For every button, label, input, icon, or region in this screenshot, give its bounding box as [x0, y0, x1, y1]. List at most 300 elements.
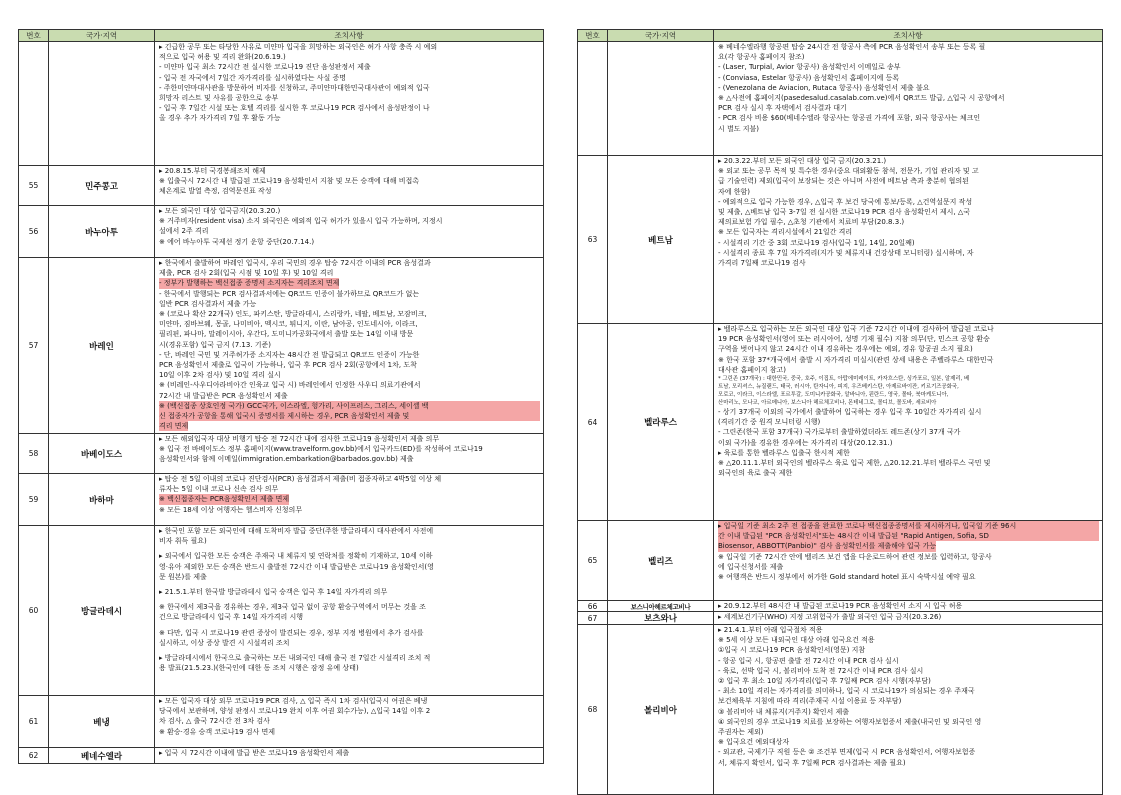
- measure-text: - 주한미얀마대사관을 방문하여 비자를 신청하고, 주미얀마대한민국대사관이 예외적 입국: [159, 83, 430, 92]
- measure-line: [718, 427, 1099, 437]
- country-name: 벨라루스: [608, 324, 714, 521]
- measure-text: ※ 입국일 기준 72시간 안에 벨리즈 보건 앱을 다운로드하여 관련 정보를 입력하고, 항공사: [718, 552, 992, 561]
- measure-line: [718, 645, 1099, 655]
- measure-line: [718, 727, 1099, 737]
- measure-text: ※ 거주비자(resident visa) 소지 외국인은 예외적 입국 허가가 있을시 입국 가능하며, 지정시: [159, 217, 443, 226]
- measure-text: 10일 이후 2차 검사) 및 10일 격리 실시: [159, 371, 281, 380]
- measure-line: [718, 113, 1099, 123]
- measure-line: [718, 438, 1099, 448]
- measure-text: ※ (비레인-사우디아라비아간 인육교 입국 시) 바레인에서 인정한 사우디 의료기관에서: [159, 381, 421, 390]
- measure-text: 에 입국신청서를 제출: [718, 562, 784, 571]
- measures-cell: [155, 42, 544, 166]
- measure-line: [159, 716, 540, 726]
- measure-line: [718, 52, 1099, 62]
- country-name: [49, 42, 155, 166]
- header-number: 번호: [19, 30, 49, 42]
- measure-line: [718, 399, 1099, 407]
- measure-text: ④ 외국인의 경우 코로나19 치료를 보장하는 여행자보험증서 제출(내국인 및 외국인 영: [718, 717, 982, 726]
- table-row: [19, 474, 544, 526]
- measure-text: 용 발표(21.5.23.)(한국인에 대한 동 조치 시행은 잠정 유예 상태): [159, 664, 359, 673]
- measure-line: [718, 572, 1099, 582]
- measure-text: 격리 면제: [159, 422, 189, 431]
- measure-line: [718, 552, 1099, 562]
- measure-line: [718, 166, 1099, 176]
- measure-text: ※ 여행객은 반드시 정부에서 허가한 Gold standard hotel 표시 숙박시설 예약 필요: [718, 573, 976, 582]
- measure-text: ▸ 한국인 포함 모든 외국인에 대해 도착비자 발급 중단(주한 방글라데시 대사관에서 사전에: [159, 527, 434, 535]
- measure-text: (격리기간 중 원격 모니터링 시행): [718, 418, 821, 427]
- measure-text: - PCR 검사 비용 $60(베네수엘라 항공사는 항공권 가격에 포함, 외국 항공사는 체크인: [718, 114, 981, 123]
- measure-text: - 단, 바레인 국민 및 거주허가증 소지자는 48시간 전 발급되고 QR코드 인증이 가능한: [159, 350, 420, 359]
- measure-line: [159, 360, 540, 370]
- measure-line: [159, 309, 540, 319]
- right-measures-table: [577, 29, 1103, 795]
- country-name: 벨리즈: [608, 521, 714, 601]
- table-row: [19, 206, 544, 258]
- measure-line: [159, 391, 540, 401]
- measure-line: [159, 444, 540, 454]
- measure-text: ▸ 모든 해외입국자 대상 비행기 탑승 전 72시간 내에 검사한 코로나19 음성확인서 제출 의무: [159, 435, 440, 443]
- measure-line: [718, 83, 1099, 93]
- measure-text: 간 이내 발급된 "PCR 음성확인서"또는 48시간 이내 발급된 "Rapid Antigen, Sofia, SD: [718, 531, 1099, 541]
- measures-cell: [155, 166, 544, 206]
- table-row: [578, 601, 1103, 612]
- measure-text: 시 별도 지불): [718, 124, 759, 133]
- measure-text: ※ (코로나 확산 22개국) 인도, 파키스탄, 방글라데시, 스리랑카, 네팔, 베트남, 모잠비크,: [159, 310, 427, 319]
- country-name: 베트남: [608, 156, 714, 324]
- table-row: [578, 156, 1103, 324]
- measure-line: [718, 666, 1099, 676]
- table-row: [19, 696, 544, 748]
- measure-line: [718, 93, 1099, 103]
- measure-line: [718, 124, 1099, 134]
- table-row: [19, 258, 544, 434]
- measure-line: [718, 187, 1099, 197]
- row-number: 65: [578, 521, 608, 601]
- measure-text: ▸ 세계보건기구(WHO) 지정 고위험국가 출발 외국인 입국 금지(20.3.26): [718, 613, 942, 621]
- measure-text: Biosensor, ABBOTT(Panbio)" 검사 음성확인서를 제출해야 입국 가능: [718, 542, 937, 551]
- measure-text: ▸ 입국 시 72시간 이내에 발급 받은 코로나19 음성확인서 제출: [159, 749, 350, 757]
- measure-text: ※ △사전에 홈페이지(pasedesalud.casalab.com.ve)에서 QR코드 발급, △입국 시 공항에서: [718, 94, 1005, 103]
- measure-text: - (Venezolana de Aviacion, Rutaca 항공사) 음성확인서 제출 불요: [718, 83, 930, 92]
- measure-line: [159, 216, 540, 226]
- measure-line: [159, 494, 540, 504]
- measure-text: 이외 국가)을 경유한 경우에는 자가격리 대상(20.12.31.): [718, 438, 893, 447]
- measure-text: 급 기술인력) 제외(입국이 보장되는 것은 아니며 사전에 베트남 측과 충분히 협의된: [718, 177, 969, 186]
- measure-line: [159, 289, 540, 299]
- measure-text: ▸ 탑승 전 5일 이내의 코로나 진단검사(PCR) 음성결과서 제출(비 접종자하고 4박5일 이상 체: [159, 475, 442, 483]
- measure-text: - 항공 입국 시, 항공편 출발 전 72시간 이내 PCR 검사 실시: [718, 656, 899, 665]
- measures-cell: [155, 748, 544, 764]
- measure-line: [159, 411, 540, 421]
- measure-text: 구역을 벗어나지 않고 24시간 이내 경유하는 경우에는 예외, 경유 항공권 소지 필요): [718, 345, 973, 354]
- measure-line: [159, 434, 540, 444]
- country-name: 베냉: [49, 696, 155, 748]
- measure-line: [718, 541, 1099, 551]
- measure-line: [159, 258, 540, 268]
- measure-text: 당국에서 보관하며, 양성 판정시 코로나19 완치 이후 여권 회수가능), △입국 14일 이후 2: [159, 707, 431, 716]
- measure-text: ▸ 벨라루스로 입국하는 모든 외국인 대상 입국 기준 72시간 이내에 검사하여 발급된 코로나: [718, 325, 994, 333]
- measure-line: [718, 42, 1099, 52]
- measures-cell: [714, 601, 1103, 612]
- measure-text: ※ 모든 18세 이상 여행자는 헬스비자 신청의무: [159, 505, 303, 514]
- measure-line: [718, 656, 1099, 666]
- measure-line: [159, 401, 540, 411]
- measures-cell: [714, 625, 1103, 795]
- measure-line: [159, 638, 540, 648]
- measure-line: [718, 176, 1099, 186]
- measure-text: 류자는 5일 이내 코로나 신속 검사 의무: [159, 485, 279, 494]
- measures-cell: [155, 474, 544, 526]
- measure-text: - 미얀마 입국 최소 72시간 전 실시한 코로나19 진단 음성판정서 제출: [159, 63, 371, 72]
- row-number: [19, 42, 49, 166]
- measure-text: ▸ 20.9.12.부터 48시간 내 발급된 코로나19 PCR 음성확인서 소지 시 입국 허용: [718, 602, 963, 610]
- measure-line: [159, 696, 540, 706]
- measures-cell: [155, 206, 544, 258]
- measure-text: - (Conviasa, Estelar 항공사) 음성확인서 홈페이지에 등록: [718, 73, 900, 82]
- measure-line: [159, 83, 540, 93]
- measure-text: ※ 다만, 입국 시 코로나19 관련 증상이 발견되는 경우, 정부 지정 병원에서 추가 검사를: [159, 628, 424, 637]
- measure-line: [718, 103, 1099, 113]
- measure-line: [718, 521, 1099, 531]
- measure-text: ※ (백신접종 상호인정 국가) GCC국가, 이스라엘, 헝가리, 사이프러스, 그리스, 세이셸 백: [159, 401, 540, 411]
- measure-text: - 예외적으로 입국 가능한 경우, △입국 후 보건 당국에 통보/등록, △건역설문지 작성: [718, 197, 973, 206]
- measure-text: 19 PCR 음성확인서(영어 또는 러시아어, 성명 기재 필수) 지참 의무(단, 민스크 공항 환승: [718, 335, 990, 344]
- measure-line: [159, 505, 540, 515]
- measure-text: 적으로 입국 허용 및 격리 완화(20.6.19.): [159, 53, 286, 62]
- measure-line: [718, 217, 1099, 227]
- measure-line: [159, 186, 540, 196]
- measure-text: ▸ 외국에서 입국한 모든 승객은 주재국 내 체류지 및 연락처를 정확히 기재하고, 10세 이하: [159, 552, 433, 561]
- measure-line: [718, 747, 1099, 757]
- measure-text: 비자 취득 필요): [159, 537, 207, 546]
- measure-text: 미얀마, 짐바브웨, 몽골, 나미비아, 멕시코, 튀니지, 이란, 남아공, 인도네시아, 이라크,: [159, 320, 418, 329]
- row-number: 56: [19, 206, 49, 258]
- measure-text: ※ 에어 바누아투 국제선 정기 운항 중단(20.7.14.): [159, 237, 315, 246]
- measure-line: [718, 448, 1099, 458]
- measure-text: ▸ 모든 입국자 대상 외무 코로나19 PCR 검사, △ 입국 즉시 1차 검사(입국시 여권은 베냉: [159, 697, 428, 705]
- measure-text: ※ 환승·경유 승객 코로나19 검사 면제: [159, 727, 276, 736]
- row-number: 62: [19, 748, 49, 764]
- measure-text: ▸ 긴급한 공무 또는 타당한 사유로 미얀마 입국을 희망하는 외국인은 허가 사항 충족 시 예외: [159, 43, 438, 51]
- country-name: 보츠와나: [608, 612, 714, 625]
- measure-text: 가격리 7일째 코로나19 검사: [718, 259, 806, 268]
- measure-text: 실시하고, 이상 증상 발견 시 시설격리 조치: [159, 638, 290, 647]
- measure-text: - 시설격리 종료 후 7일 자가격리(지가 및 체류지내 건강상태 모니터링) 실시하며, 자: [718, 248, 974, 257]
- measure-text: ※ 입국요건 예외대상자: [718, 738, 790, 747]
- measures-cell: [714, 521, 1103, 601]
- measure-text: 올 경우 추가 자가격리 7일 후 활동 가능: [159, 114, 281, 123]
- measure-line: [159, 526, 540, 536]
- measure-line: [159, 628, 540, 638]
- measure-line: [159, 370, 540, 380]
- row-number: 66: [578, 601, 608, 612]
- measure-line: [159, 206, 540, 216]
- table-row: [19, 42, 544, 166]
- measure-line: [718, 758, 1099, 768]
- measure-line: [159, 748, 540, 758]
- table-row: [578, 42, 1103, 156]
- row-number: 60: [19, 526, 49, 696]
- measure-line: [159, 93, 540, 103]
- measure-text: 자에 한함): [718, 187, 751, 196]
- measure-text: ▸ 방글라데시에서 한국으로 출국하는 모든 내외국인 대해 출국 전 7일간 시설격리 조치 적: [159, 654, 431, 663]
- measure-line: [159, 268, 540, 278]
- measure-line: [718, 238, 1099, 248]
- measure-line: [159, 113, 540, 123]
- country-name: [608, 42, 714, 156]
- measure-line: [718, 696, 1099, 706]
- country-name: 바누아투: [49, 206, 155, 258]
- measure-line: [718, 686, 1099, 696]
- measure-line: [159, 612, 540, 622]
- measure-line: [159, 73, 540, 83]
- measure-line: [159, 226, 540, 236]
- row-number: 57: [19, 258, 49, 434]
- measure-text: - 그린존(한국 포함 37개국) 국가로부터 출발하였더라도 레드존(상기 37개 국가: [718, 428, 961, 437]
- measure-text: - 육로, 선박 입국 시, 볼리비아 도착 전 72시간 이내 PCR 검사 실시: [718, 666, 924, 675]
- measure-line: [159, 42, 540, 52]
- measure-line: [718, 391, 1099, 399]
- measure-line: [159, 536, 540, 546]
- measure-text: - 한국에서 발행되는 PCR 검사결과서에는 QR코드 인증이 불가하므로 QR코드가 없는: [159, 289, 420, 298]
- measure-text: PCR 음성확인서 제출로 입국이 가능하나, 입국 후 PCR 검사 2회(공항에서 1차, 도착: [159, 361, 417, 370]
- measure-text: ③ 볼리비아 내 체류지(거주지) 확인서 제출: [718, 707, 850, 716]
- measure-line: [718, 197, 1099, 207]
- header-country: 국가·지역: [608, 30, 714, 42]
- measure-line: [718, 737, 1099, 747]
- measure-text: - 최소 10일 격리는 자가격리를 의미하나, 입국 시 코로나19가 의심되는 경우 주재국: [718, 687, 975, 696]
- measure-text: 영·유아 제외한 모든 승객은 반드시 출발전 72시간 이내 발급받은 코로나19 음성확인서(영: [159, 562, 434, 571]
- measure-text: ※ 5세 이상 모든 내외국인 대상 아래 입국요건 적용: [718, 636, 875, 645]
- measure-line: [718, 324, 1099, 334]
- measure-text: ※ △20.11.1.부터 외국인의 벨라루스 육로 입국 제한, △20.12.21.부터 벨라루스 국민 및: [718, 459, 991, 468]
- measure-line: [718, 417, 1099, 427]
- measure-text: ※ 입출국시 72시간 내 발급된 코로나19 음성확인서 지참 및 모든 승객에 대해 비접촉: [159, 177, 420, 186]
- measure-text: 설에서 2주 격리: [159, 227, 209, 236]
- measure-line: [159, 103, 540, 113]
- row-number: 63: [578, 156, 608, 324]
- measure-text: 신 접종자가 공항을 통해 입국시 증명서를 제시하는 경우, PCR 음성확인서 제출 및: [159, 411, 540, 421]
- measure-line: [718, 676, 1099, 686]
- measure-text: 음성확인서와 함께 이메일(immigration.embarkation@barbados.gov.bb) 제출: [159, 455, 414, 464]
- measure-line: [718, 365, 1099, 375]
- measure-text: 차 검사, △ 출국 72시간 전 3차 검사: [159, 717, 270, 726]
- table-row: [578, 612, 1103, 625]
- table-row: [19, 526, 544, 696]
- measure-text: ▸ 20.3.22.부터 모든 외국인 대상 입국 금지(20.3.21.): [718, 157, 887, 165]
- measures-cell: [155, 526, 544, 696]
- measure-text: 문 원본)를 제출: [159, 572, 207, 581]
- measure-text: 산마리노, 모나코, 아르메니아, 보스니아 헤르체고비나, 몬테네그로, 몰디브, 몰도바, 세르비아: [718, 400, 937, 407]
- row-number: 55: [19, 166, 49, 206]
- row-number: 64: [578, 324, 608, 521]
- measure-line: [159, 52, 540, 62]
- measure-line: [718, 258, 1099, 268]
- measure-text: ①입국 시 코로나19 PCR 음성확인서(영문) 지참: [718, 646, 866, 655]
- row-number: 59: [19, 474, 49, 526]
- measure-line: [159, 380, 540, 390]
- measure-line: [159, 484, 540, 494]
- row-number: 68: [578, 625, 608, 795]
- measure-text: ※ 한국에서 제3국을 경유하는 경우, 제3국 입국 없이 공항 환승구역에서 머무는 것을 조: [159, 603, 426, 612]
- table-row: [19, 434, 544, 474]
- measure-text: - 상기 37개국 이외의 국가에서 출발하여 입국하는 경우 입국 후 10일간 자가격리 실시: [718, 408, 982, 417]
- measure-line: [159, 350, 540, 360]
- measures-cell: [714, 324, 1103, 521]
- measure-text: * 그린존 (37개국) : 대한민국, 중국, 호주, 이집트, 아랍에미레이트, 카자흐스탄, 싱가포르, 일본, 알제리, 베: [718, 376, 970, 383]
- measure-text: 체온계로 발열 측정, 검역문진표 작성: [159, 187, 272, 196]
- measure-line: [159, 176, 540, 186]
- header-measures: 조치사항: [714, 30, 1103, 42]
- measure-line: [718, 707, 1099, 717]
- table-row: [578, 521, 1103, 601]
- measure-text: 요(각 항공사 홈페이지 참조): [718, 53, 805, 62]
- measures-cell: [155, 696, 544, 748]
- measure-text: ▸ 모든 외국인 대상 입국금지(20.3.20.): [159, 207, 281, 215]
- measure-text: 대사관 홈페이지 참고): [718, 365, 787, 374]
- measure-text: 72시간 내 발급받은 PCR 음성확인서 제출: [159, 391, 288, 400]
- measure-line: [718, 468, 1099, 478]
- measures-cell: [714, 156, 1103, 324]
- measure-line: [718, 156, 1099, 166]
- measure-text: ▸ 한국에서 출발하여 바레인 입국시, 우리 국민의 경우 탑승 72시간 이내의 PCR 음성결과: [159, 259, 431, 267]
- country-name: 방글라데시: [49, 526, 155, 696]
- measure-line: [718, 344, 1099, 354]
- measure-text: ※ 입국 전 바베이도스 정부 홈페이지(www.travelform.gov.bb)에서 입국카드(ED)를 작성하여 코로나19: [159, 445, 483, 454]
- measure-line: [159, 663, 540, 673]
- measures-cell: [714, 42, 1103, 156]
- measure-text: - 시설격리 기간 중 3회 코로나19 검사(입국 1일, 14일, 20일째): [718, 238, 915, 247]
- measure-line: [718, 334, 1099, 344]
- table-row: [19, 748, 544, 764]
- measure-line: [718, 601, 1099, 611]
- measure-text: 제출, PCR 검사 2회(입국 시점 및 10일 후) 및 10일 격리: [159, 269, 334, 278]
- measure-text: 제의료보험 가입 필수, △초청 기관에서 치료비 부담(20.8.3.): [718, 218, 905, 227]
- measure-line: [159, 166, 540, 176]
- measure-line: [718, 562, 1099, 572]
- measure-line: [718, 717, 1099, 727]
- measure-text: ▸ 육로를 통한 벨라루스 입출국 한시적 제한: [718, 448, 850, 457]
- row-number: 61: [19, 696, 49, 748]
- measure-line: [159, 474, 540, 484]
- country-name: 민주콩고: [49, 166, 155, 206]
- row-number: 67: [578, 612, 608, 625]
- header-measures: 조치사항: [155, 30, 544, 42]
- measure-line: [718, 227, 1099, 237]
- measure-text: 건으로 방글라데시 입국 후 14일 자가격리 시행: [159, 613, 303, 622]
- measure-line: [159, 62, 540, 72]
- table-row: [578, 625, 1103, 795]
- measure-line: [718, 355, 1099, 365]
- measure-text: ▸ 21.5.1.부터 한국발 방글라데시 입국 승객은 입국 후 14일 자가격리 의무: [159, 588, 388, 597]
- table-row: [19, 166, 544, 206]
- measure-line: [159, 340, 540, 350]
- row-number: [578, 42, 608, 156]
- measure-line: [159, 572, 540, 582]
- measures-cell: [714, 612, 1103, 625]
- country-name: 바하마: [49, 474, 155, 526]
- measure-text: 필리핀, 파나마, 말레이시아, 우간다, 도미니카공화국에서 출발 또는 14일 이내 방문: [159, 330, 414, 339]
- measure-line: [159, 421, 540, 431]
- measure-line: [718, 458, 1099, 468]
- measure-line: [159, 329, 540, 339]
- country-name: 볼리비아: [608, 625, 714, 795]
- measure-line: [159, 551, 540, 561]
- measure-text: 및 제출, △베트남 입국 3-7일 전 실시한 코로나19 PCR 검사 음성확인서 제시, △국: [718, 208, 971, 217]
- measure-line: [159, 706, 540, 716]
- measure-line: [718, 248, 1099, 258]
- table-row: [578, 324, 1103, 521]
- measure-line: [159, 653, 540, 663]
- measure-line: [159, 454, 540, 464]
- measure-line: [159, 237, 540, 247]
- measure-text: 외국인의 육로 출국 제한: [718, 469, 793, 478]
- measure-text: - (Laser, Turpial, Avior 항공사) 음성확인서 이메일로 송부: [718, 63, 901, 72]
- measure-text: ※ 백신접종자는 PCR음성확인서 제출 면제: [159, 495, 290, 504]
- measure-text: 서, 체류지 확인서, 입국 후 7일째 PCR 검사결과는 제출 필요): [718, 758, 906, 767]
- country-name: 보스니아헤르체고비나: [608, 601, 714, 612]
- measure-line: [718, 207, 1099, 217]
- measure-text: 주권자는 제외): [718, 728, 764, 737]
- header-number: 번호: [578, 30, 608, 42]
- measure-text: ※ 베네수엘라행 항공편 탑승 24시간 전 항공사 측에 PCR 음성확인서 송부 또는 등록 필: [718, 43, 986, 51]
- country-name: 바레인: [49, 258, 155, 434]
- measure-line: [718, 625, 1099, 635]
- header-country: 국가·지역: [49, 30, 155, 42]
- measure-line: [718, 375, 1099, 383]
- measure-line: [159, 278, 540, 288]
- measure-text: PCR 검사 실시 후 자택에서 검사결과 대기: [718, 104, 847, 113]
- measure-text: - 입국 전 자국에서 7일간 자가격리를 실시하였다는 사실 증명: [159, 73, 347, 82]
- measure-line: [159, 587, 540, 597]
- measure-line: [159, 727, 540, 737]
- measure-text: ※ 외교 또는 공무 목적 및 특수한 경우(중요 대외활동 참석, 전문가, 기업 관리자 및 고: [718, 167, 979, 176]
- measure-text: ▸ 21.4.1.부터 아래 입국절차 적용: [718, 626, 823, 634]
- measure-line: [718, 407, 1099, 417]
- measure-text: ▸ 입국일 기준 최소 2주 전 접종을 완료한 코로나 백신접종증명서를 제시하거나, 입국일 기준 96시: [718, 521, 1099, 531]
- measures-cell: [155, 434, 544, 474]
- measures-cell: [155, 258, 544, 434]
- measure-line: [718, 62, 1099, 72]
- measure-text: 트남, 모리셔스, 뉴질랜드, 태국, 러시아, 탄자니아, 피지, 우즈베키스탄, 아제르바이잔, 키르기즈공화국,: [718, 384, 959, 391]
- measure-line: [159, 319, 540, 329]
- measure-text: 희망자 리스트 및 사유를 공한으로 송부: [159, 94, 279, 103]
- measure-text: - 외교관, 국제기구 직원 등은 ② 조건부 면제(입국 시 PCR 음성확인서, 여행자보험증: [718, 748, 976, 757]
- measure-line: [159, 562, 540, 572]
- country-name: 베네수엘라: [49, 748, 155, 764]
- measure-text: - 정부가 발행하는 백신접종 증명서 소지자는 격리조치 면제: [159, 279, 340, 288]
- measure-text: ② 입국 후 최소 10일 자가격리(입국 후 7일째 PCR 검사 시행(자부담): [718, 677, 931, 686]
- measure-text: 보건체육부 지침에 따라 격리(주재국 시설 이용료 등 자부담): [718, 697, 902, 706]
- row-number: 58: [19, 434, 49, 474]
- measure-text: 시(경유포함) 입국 금지 (7.13. 기준): [159, 340, 272, 349]
- measure-text: ※ 모든 입국자는 격리시설에서 21일간 격리: [718, 228, 853, 237]
- measure-line: [718, 383, 1099, 391]
- measure-line: [159, 299, 540, 309]
- measure-line: [718, 73, 1099, 83]
- left-measures-table: [18, 29, 544, 764]
- measure-text: 일반 PCR 검사결과서 제출 가능: [159, 299, 257, 308]
- measure-text: 모로코, 이라크, 이스라엘, 포르투갈, 도미니카공화국, 알바니아, 핀란드, 영국, 몰타, 북마케도니아,: [718, 392, 949, 399]
- measure-line: [159, 602, 540, 612]
- country-name: 바베이도스: [49, 434, 155, 474]
- measure-line: [718, 612, 1099, 622]
- measure-line: [718, 531, 1099, 541]
- measure-line: [718, 635, 1099, 645]
- measure-text: ▸ 20.8.15.부터 국경봉쇄조치 해제: [159, 167, 266, 175]
- measure-text: ※ 한국 포함 37*개국에서 출발 시 자가격리 미실시(관련 상세 내용은 주벨라루스 대한민국: [718, 355, 994, 364]
- measure-text: - 입국 후 7일간 시설 또는 호텔 격리를 실시한 후 코로나19 PCR 검사에서 음성판정이 나: [159, 104, 430, 113]
